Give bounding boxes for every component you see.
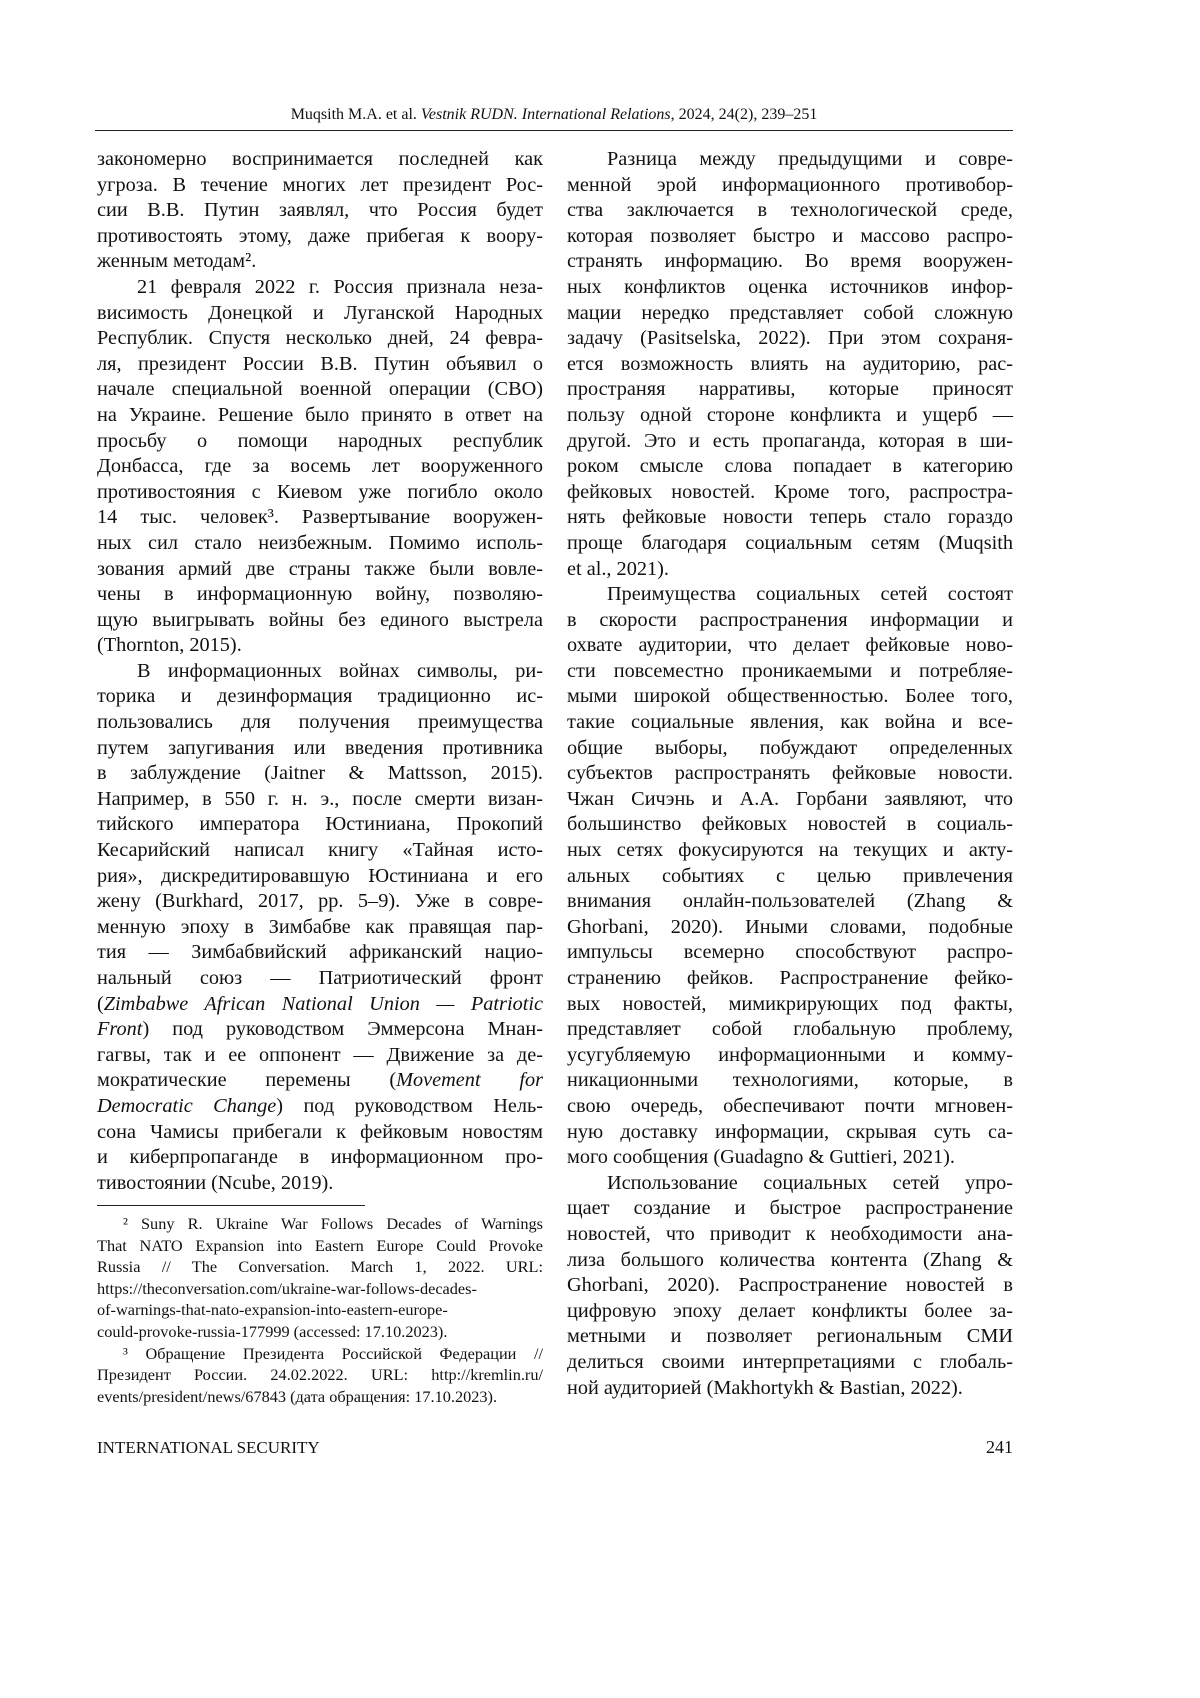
text-line: Чжан Сичэнь и А.А. Горбани заявляют, что [567,787,1013,813]
text-line: Республик. Спустя несколько дней, 24 февра- [97,326,543,352]
running-header [95,106,1013,124]
footnotes [97,1213,543,1407]
text-line: of-warnings-that-nato-expansion-into-eastern-europe- [97,1299,543,1321]
text-line: тийского императора Юстиниана, Прокопий [97,812,543,838]
text-line: лиза большого количества контента (Zhang & [567,1248,1013,1274]
text-line: (Thornton, 2015). [97,633,543,659]
text-line: Президент России. 24.02.2022. URL: http://kremlin.ru/ [97,1364,543,1386]
text-line: жену (Burkhard, 2017, pp. 5–9). Уже в совре- [97,889,543,915]
footer-section: INTERNATIONAL SECURITY [97,1438,320,1458]
text-line: угроза. В течение многих лет президент Рос- [97,173,543,199]
text-line: Ghorbani, 2020). Распространение новостей в [567,1273,1013,1299]
text-line: ных конфликтов оценка источников инфор- [567,275,1013,301]
text-line: ных сетях фокусируются на текущих и акту- [567,838,1013,864]
text-line: импульсы всемерно способствуют распро- [567,940,1013,966]
paragraph [567,147,1013,582]
text-line: внимания онлайн-пользователей (Zhang & [567,889,1013,915]
left-column [97,147,543,1196]
paragraph [567,582,1013,1171]
text-line: ных сил стало неизбежным. Помимо исполь- [97,531,543,557]
text-line: вых новостей, мимикрирующих под факты, [567,992,1013,1018]
text-line: Front) под руководством Эммерсона Мнан- [97,1017,543,1043]
text-line: ² Suny R. Ukraine War Follows Decades of Warnings [97,1213,543,1235]
text-line: Использование социальных сетей упро- [567,1171,1013,1197]
text-line: мократические перемены (Movement for [97,1068,543,1094]
text-line: That NATO Expansion into Eastern Europe Could Provoke [97,1235,543,1257]
text-line: которая позволяет быстро и массово распро- [567,224,1013,250]
paragraph [97,147,543,275]
text-line: свою очередь, обеспечивают почти мгновен- [567,1094,1013,1120]
text-line: проще благодаря социальным сетям (Muqsith [567,531,1013,557]
text-line: пространяя нарративы, которые приносят [567,377,1013,403]
text-line: В информационных войнах символы, ри- [97,659,543,685]
text-line: щает создание и быстрое распространение [567,1196,1013,1222]
text-line: новостей, что приводит к необходимости ана- [567,1222,1013,1248]
text-line: женным методам². [97,249,543,275]
text-line: усугубляемую информационными и комму- [567,1043,1013,1069]
text-line: Democratic Change) под руководством Нель- [97,1094,543,1120]
footnote [97,1343,543,1408]
text-line: мого сообщения (Guadagno & Guttieri, 2021). [567,1145,1013,1171]
text-line: ³ Обращение Президента Российской Федерации // [97,1343,543,1365]
text-line: никационными технологиями, которые, в [567,1068,1013,1094]
text-line: торика и дезинформация традиционно ис- [97,684,543,710]
text-line: альных событиях с целью привлечения [567,864,1013,890]
text-line: метными и позволяет региональным СМИ [567,1324,1013,1350]
text-line: другой. Это и есть пропаганда, которая в ши- [567,429,1013,455]
footnote [97,1213,543,1343]
text-line: чены в информационную войну, позволяю- [97,582,543,608]
text-line: закономерно воспринимается последней как [97,147,543,173]
paragraph [97,659,543,1196]
paragraph [97,275,543,659]
text-line: events/president/news/67843 (дата обращения: 17.10.2023). [97,1386,543,1408]
text-line: начале специальной военной операции (СВО) [97,377,543,403]
text-line: сти повсеместно проникаемыми и потребляе- [567,659,1013,685]
text-line: в скорости распространения информации и [567,608,1013,634]
text-line: на Украине. Решение было принято в ответ на [97,403,543,429]
text-line: сона Чамисы прибегали к фейковым новостям [97,1120,543,1146]
text-line: мации нередко представляет собой сложную [567,301,1013,327]
text-line: нальный союз — Патриотический фронт [97,966,543,992]
text-line: охвате аудитории, что делает фейковые ново- [567,633,1013,659]
text-line: https://theconversation.com/ukraine-war-follows-decades- [97,1278,543,1300]
header-authors: Muqsith M.A. et al. [291,106,421,123]
text-line: нять фейковые новости теперь стало гораздо [567,505,1013,531]
text-line: Преимущества социальных сетей состоят [567,582,1013,608]
text-line: цифровую эпоху делает конфликты более за- [567,1299,1013,1325]
footnote-separator [97,1205,365,1206]
text-line: мыми широкой общественностью. Более того, [567,684,1013,710]
text-line: представляет собой глобальную проблему, [567,1017,1013,1043]
text-line: ется возможность влиять на аудиторию, рас- [567,352,1013,378]
text-line: задачу (Pasitselska, 2022). При этом сохраня- [567,326,1013,352]
text-line: менной эрой информационного противобор- [567,173,1013,199]
text-line: 14 тыс. человек³. Развертывание вооружен- [97,505,543,531]
text-line: Кесарийский написал книгу «Тайная исто- [97,838,543,864]
text-line: висимость Донецкой и Луганской Народных [97,301,543,327]
text-line: пользовались для получения преимущества [97,710,543,736]
text-line: гагвы, так и ее оппонент — Движение за де- [97,1043,543,1069]
text-line: фейковых новостей. Кроме того, распростра- [567,480,1013,506]
text-line: could-provoke-russia-177999 (accessed: 17.10.2023). [97,1321,543,1343]
text-line: et al., 2021). [567,557,1013,583]
text-line: тивостоянии (Ncube, 2019). [97,1171,543,1197]
text-line: Разница между предыдущими и совре- [567,147,1013,173]
paragraph [567,1171,1013,1401]
text-line: делиться своими интерпретациями с глобаль- [567,1350,1013,1376]
text-line: пользу одной стороне конфликта и ущерб — [567,403,1013,429]
text-line: щую выигрывать войны без единого выстрела [97,608,543,634]
text-line: Например, в 550 г. н. э., после смерти визан- [97,787,543,813]
text-line: просьбу о помощи народных республик [97,429,543,455]
text-line: противостоять этому, даже прибегая к воору- [97,224,543,250]
header-details: , 2024, 24(2), 239–251 [671,106,818,123]
text-line: рия», дискредитировавшую Юстиниана и его [97,864,543,890]
header-rule [95,130,1013,131]
text-line: ля, президент России В.В. Путин объявил о [97,352,543,378]
text-line: общие выборы, побуждают определенных [567,736,1013,762]
header-journal: Vestnik RUDN. International Relations [421,106,671,123]
text-line: Russia // The Conversation. March 1, 2022. URL: [97,1256,543,1278]
text-line: (Zimbabwe African National Union — Patriotic [97,992,543,1018]
text-line: зования армий две страны также были вовле- [97,557,543,583]
page-number: 241 [975,1437,1013,1458]
text-line: в заблуждение (Jaitner & Mattsson, 2015). [97,761,543,787]
text-line: такие социальные явления, как война и все- [567,710,1013,736]
text-line: ную доставку информации, скрывая суть са- [567,1120,1013,1146]
text-line: странению фейков. Распространение фейко- [567,966,1013,992]
text-line: субъектов распространять фейковые новости. [567,761,1013,787]
text-line: роком смысле слова попадает в категорию [567,454,1013,480]
text-line: тия — Зимбабвийский африканский нацио- [97,940,543,966]
text-line: противостояния с Киевом уже погибло около [97,480,543,506]
text-line: большинство фейковых новостей в социаль- [567,812,1013,838]
text-line: странять информацию. Во время вооружен- [567,249,1013,275]
text-line: ства заключается в технологической среде, [567,198,1013,224]
text-line: менную эпоху в Зимбабве как правящая пар- [97,915,543,941]
text-line: сии В.В. Путин заявлял, что Россия будет [97,198,543,224]
right-column [567,147,1013,1401]
text-line: Донбасса, где за восемь лет вооруженного [97,454,543,480]
text-line: ной аудиторией (Makhortykh & Bastian, 2022). [567,1376,1013,1402]
text-line: 21 февраля 2022 г. Россия признала неза- [97,275,543,301]
text-line: и киберпропаганде в информационном про- [97,1145,543,1171]
text-line: Ghorbani, 2020). Иными словами, подобные [567,915,1013,941]
text-line: путем запугивания или введения противника [97,736,543,762]
